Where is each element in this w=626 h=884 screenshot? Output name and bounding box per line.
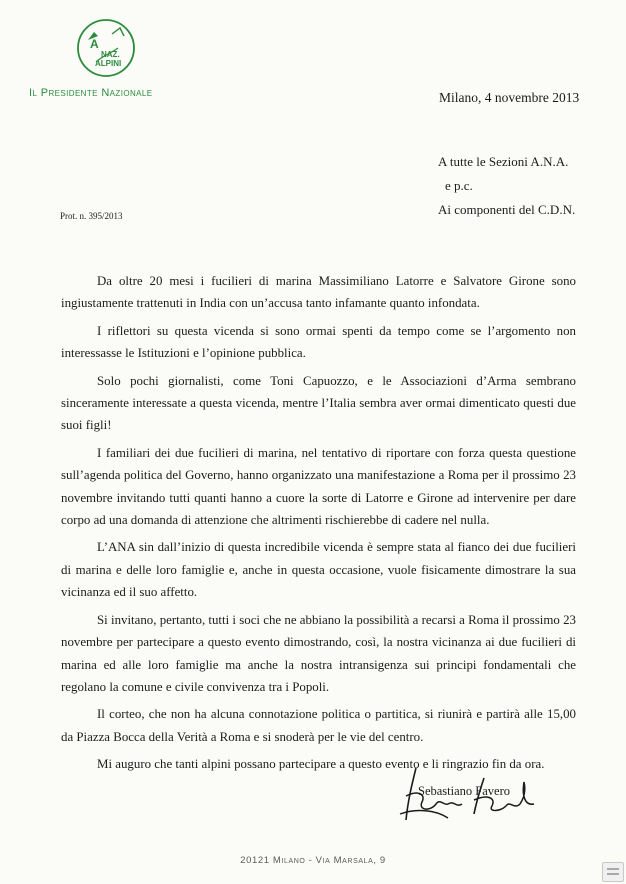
recipient-line: Ai componenti del C.D.N.: [438, 202, 576, 217]
letter-body: [61, 270, 576, 776]
body-paragraph: I familiari dei due fucilieri di marina, nel tentativo di riportare con forza questa questione sull’agenda politica del Governo, hanno organizzato una manifestazione a Roma per il prossimo 23 novembre invitando tutti quanti hanno a cuore la sorte di Latorre e Girone ad intervenire per dare corpo ad una domanda di attenzione che altrimenti rischierebbe di cadere nel nulla.: [61, 445, 576, 528]
recipients-block: [438, 150, 575, 222]
protocol-number: Prot. n. 395/2013: [60, 211, 123, 221]
body-paragraph: Da oltre 20 mesi i fucilieri di marina Massimiliano Latorre e Salvatore Girone sono ingiustamente trattenuti in India con un’accusa tanto infamante quanto infondata.: [61, 274, 576, 311]
ana-logo-icon: [76, 18, 136, 78]
body-paragraph: Si invitano, pertanto, tutti i soci che ne abbiano la possibilità a recarsi a Roma il prossimo 23 novembre per partecipare a questo evento dimostrando, così, la nostra vicinanza ai due fucilieri di marina ed alle loro famiglie ma anche la nostra intransigenza sui principi fondamentali che regolano la comune e civile convivenza tra i Popoli.: [61, 612, 576, 694]
footer-address: 20121 Milano - Via Marsala, 9: [240, 855, 386, 866]
recipient-line: e p.c.: [445, 178, 473, 193]
body-paragraph: Mi auguro che tanti alpini possano partecipare a questo evento e li ringrazio fin da ora.: [97, 757, 545, 772]
logo-alpini: ALPINI: [95, 59, 122, 68]
recipient-line: A tutte le Sezioni A.N.A.: [438, 154, 569, 169]
body-paragraph: L’ANA sin dall’inizio di questa incredibile vicenda è sempre stata al fianco dei due fucilieri di marina e delle loro famiglie e, anche in questa occasione, vuole fisicamente dimostrare la sua vicinanza ed il suo affetto.: [61, 540, 576, 600]
scroll-icon[interactable]: [602, 862, 624, 882]
body-paragraph: Il corteo, che non ha alcuna connotazione politica o partitica, si riunirà e partirà alle 15,00 da Piazza Bocca della Verità a Roma e si snoderà per le vie del centro.: [61, 707, 576, 744]
logo-letter: A: [90, 37, 99, 51]
president-title: Il Presidente Nazionale: [29, 87, 153, 99]
logo-naz: NAZ.: [101, 50, 120, 59]
body-paragraph: I riflettori su questa vicenda si sono ormai spenti da tempo come se l’argomento non interessasse le Istituzioni e l’opinione pubblica.: [61, 323, 576, 361]
body-paragraph: Solo pochi giornalisti, come Toni Capuozzo, e le Associazioni d’Arma sembrano sinceramente interessate a questa vicenda, mentre l’Italia sembra aver ormai dimenticato questi due suoi figli!: [61, 373, 576, 433]
letter-date: Milano, 4 novembre 2013: [439, 90, 580, 105]
signer-name: Sebastiano Favero: [418, 784, 510, 798]
